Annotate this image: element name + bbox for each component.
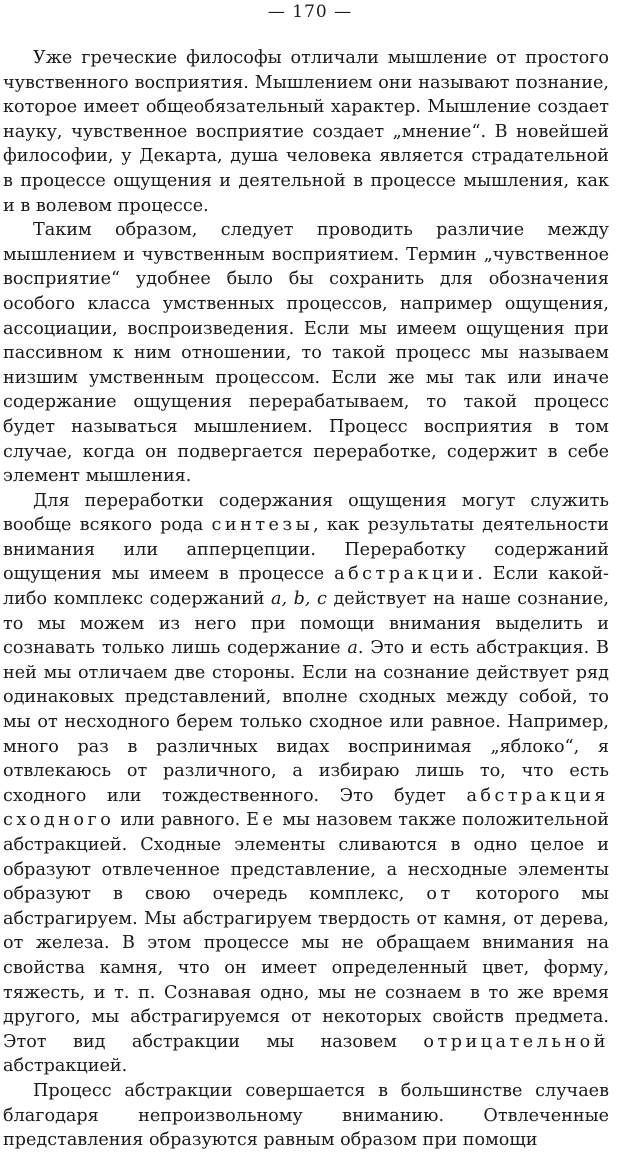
text-segment: абстракцией.	[3, 1056, 128, 1077]
text-segment: которого мы абстрагируем. Мы абстрагируем твердость от камня, от дерева, от железа. В этом процессе мы не обращаем внимания на свойства камня, что он имеет определенный цвет, форму, тяжесть, и т. п. Сознавая одно, мы не сознаем в то же время другого, мы абстрагируемся от некоторых свойств предмета. Этот вид абстракции мы назовем	[3, 884, 609, 1052]
text-segment: . Если какой-либо комплекс содержаний	[3, 564, 610, 610]
spaced-term-negative: отрицательной	[423, 1031, 609, 1052]
text-segment: Уже греческие философы отличали мышление от простого чувственного восприятия. Мышлением они называют познание, которое имеет общеобязательный характер. Мышление создает науку, чувственное восприятие создает „мнение“. В новейшей философии, у Декарта, душа человека является страдательной в процессе ощущения и деятельной в процессе мышления, как и в волевом процессе.	[3, 48, 609, 216]
text-segment: или равного.	[114, 810, 247, 831]
italic-variables: a, b, c	[271, 589, 327, 610]
body-text	[3, 46, 609, 1153]
paragraph-3	[3, 489, 609, 1079]
spaced-term-ee: Ее	[246, 810, 277, 831]
text-segment: мы назовем также положительной абстракцией. Сходные элементы сливаются в одно целое и образуют отвлеченное представление, а несходные элементы образуют в свою очередь комплекс,	[3, 810, 609, 905]
text-segment: Для переработки содержания ощущения могут служить вообще всякого рода	[3, 490, 609, 536]
page-number: — 170 —	[267, 2, 353, 22]
spaced-term-syntheses: синтезы	[211, 515, 314, 536]
italic-variable: a	[347, 638, 358, 659]
spaced-term-abstraction-of-similar: абстракция сходного	[3, 785, 609, 831]
spaced-term-abstraction: абстракции	[334, 564, 478, 585]
text-segment: Процесс абстракции совершается в большинстве случаев благодаря непроизвольному вниманию. Отвлеченные представления образуются равным образом при помощи	[3, 1080, 609, 1151]
paragraph-1	[3, 46, 609, 218]
text-segment: действует на наше сознание, то мы можем из него при помощи внимания выделить и сознавать только лишь содержание	[3, 589, 609, 659]
paragraph-2	[3, 218, 609, 489]
paragraph-4	[3, 1079, 609, 1153]
text-segment: Таким образом, следует проводить различие между мышлением и чувственным восприятием. Термин „чувственное восприятие“ удобнее было бы сохранить для обозначения особого класса умственных процессов, например ощущения, ассоциации, воспроизведения. Если мы имеем ощущения при пассивном к ним отношении, то такой процесс мы называем низшим умственным процессом. Если же мы так или иначе содержание ощущения перерабатываем, то такой процесс будет называться мышлением. Процесс восприятия в том случае, когда он подвергается переработке, содержит в себе элемент мышления.	[3, 220, 609, 487]
text-segment: . Это и есть абстракция. В ней мы отличаем две стороны. Если на сознание действует ряд одинаковых представлений, вполне сходных между собой, то мы от несходного берем только сходное или равное. Например, много раз в различных видах воспринимая „яблоко“, я отвлекаюсь от различного, а избираю лишь то, что есть сходного или тождественного. Это будет	[3, 638, 609, 806]
spaced-term-ot: от	[426, 884, 454, 905]
text-segment: , как результаты деятельности внимания или апперцепции. Переработку содержаний ощущения мы имеем в процессе	[3, 515, 609, 585]
